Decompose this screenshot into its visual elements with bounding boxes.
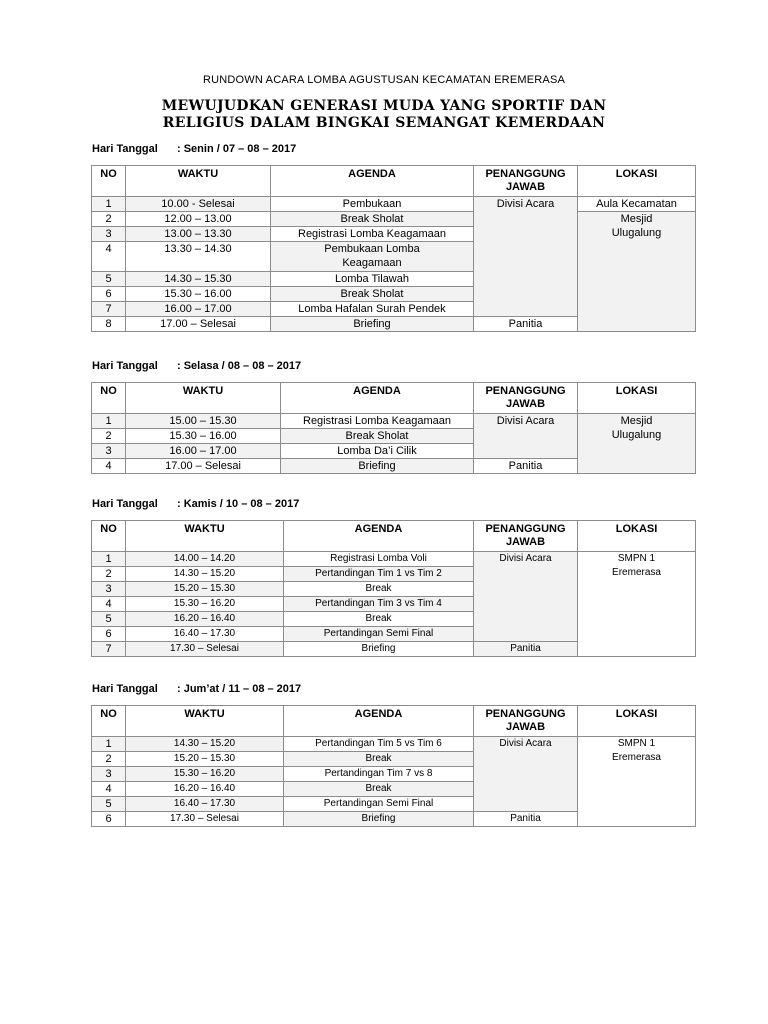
table-row: 4 13.30 – 14.30 Pembukaan Lomba Keagamaan <box>92 242 696 272</box>
schedule-table-day-4 <box>91 705 696 827</box>
table-row: 3 16.00 – 17.00 Lomba Da’i Cilik <box>92 444 696 459</box>
lokasi-cell: SMPN 1 Eremerasa <box>578 552 696 657</box>
table-row: 6 17.30 – Selesai Briefing Panitia <box>92 812 696 827</box>
table-row: 4 16.20 – 16.40 Break <box>92 782 696 797</box>
table-row: 2 15.30 – 16.00 Break Sholat <box>92 429 696 444</box>
day-value: : Senin / 07 – 08 – 2017 <box>177 143 297 155</box>
col-penanggung-jawab: PENANGGUNG JAWAB <box>474 166 578 197</box>
lokasi-cell: Mesjid Ulugalung <box>578 212 696 332</box>
table-row: 1 10.00 - Selesai Pembukaan Divisi Acara Aula Kecamatan <box>92 197 696 212</box>
table-row: 2 15.20 – 15.30 Break <box>92 752 696 767</box>
title-line-1: MEWUJUDKAN GENERASI MUDA YANG SPORTIF DAN <box>161 98 607 114</box>
table-row: 1 14.30 – 15.20 Pertandingan Tim 5 vs Tim 6 Divisi Acara SMPN 1 Eremerasa <box>92 737 696 752</box>
pj-cell: Divisi Acara <box>474 414 578 459</box>
lokasi-cell: Aula Kecamatan <box>578 197 696 212</box>
lokasi-cell: Mesjid Ulugalung <box>578 414 696 474</box>
day-1-label <box>92 143 296 155</box>
pj-cell: Divisi Acara <box>474 197 578 317</box>
schedule-table-day-2 <box>91 382 696 474</box>
day-4-label: Hari Tanggal : Jum’at / 11 – 08 – 2017 <box>92 683 302 695</box>
table-row: 6 16.40 – 17.30 Pertandingan Semi Final <box>92 627 696 642</box>
pj-cell: Panitia <box>474 812 578 827</box>
col-lokasi: LOKASI <box>578 166 696 197</box>
day-2-label: Hari Tanggal : Selasa / 08 – 08 – 2017 <box>92 360 302 372</box>
lokasi-cell: SMPN 1 Eremerasa <box>578 737 696 827</box>
table-row: 2 12.00 – 13.00 Break Sholat Mesjid Ulugalung <box>92 212 696 227</box>
table-row: 1 14.00 – 14.20 Registrasi Lomba Voli Divisi Acara SMPN 1 Eremerasa <box>92 552 696 567</box>
document-heading: RUNDOWN ACARA LOMBA AGUSTUSAN KECAMATAN EREMERASA <box>202 74 566 86</box>
table-row: 3 15.30 – 16.20 Pertandingan Tim 7 vs 8 <box>92 767 696 782</box>
col-no: NO <box>92 166 126 197</box>
table-row: 4 15.30 – 16.20 Pertandingan Tim 3 vs Tim 4 <box>92 597 696 612</box>
table-header-row <box>92 166 696 197</box>
table-row: 2 14.30 – 15.20 Pertandingan Tim 1 vs Tim 2 <box>92 567 696 582</box>
col-agenda: AGENDA <box>271 166 474 197</box>
table-row: 7 17.30 – Selesai Briefing Panitia <box>92 642 696 657</box>
table-header-row: NO WAKTU AGENDA PENANGGUNG JAWAB LOKASI <box>92 706 696 737</box>
table-header-row: NO WAKTU AGENDA PENANGGUNG JAWAB LOKASI <box>92 383 696 414</box>
table-row: 8 17.00 – Selesai Briefing Panitia <box>92 317 696 332</box>
table-row: 3 15.20 – 15.30 Break <box>92 582 696 597</box>
pj-cell: Divisi Acara <box>474 737 578 812</box>
document-title <box>0 98 768 132</box>
title-line-2: RELIGIUS DALAM BINGKAI SEMANGAT KEMERDAAN <box>162 115 606 131</box>
table-row: 6 15.30 – 16.00 Break Sholat <box>92 287 696 302</box>
table-row: 5 14.30 – 15.30 Lomba Tilawah <box>92 272 696 287</box>
col-waktu: WAKTU <box>126 166 271 197</box>
table-row: 5 16.20 – 16.40 Break <box>92 612 696 627</box>
day-label-text: Hari Tanggal <box>92 143 158 155</box>
table-row: 4 17.00 – Selesai Briefing Panitia <box>92 459 696 474</box>
table-row: 3 13.00 – 13.30 Registrasi Lomba Keagamaan <box>92 227 696 242</box>
table-row: 1 15.00 – 15.30 Registrasi Lomba Keagamaan Divisi Acara Mesjid Ulugalung <box>92 414 696 429</box>
table-row: 7 16.00 – 17.00 Lomba Hafalan Surah Pendek <box>92 302 696 317</box>
schedule-table-day-3 <box>91 520 696 657</box>
day-3-label: Hari Tanggal : Kamis / 10 – 08 – 2017 <box>92 498 300 510</box>
table-row: 5 16.40 – 17.30 Pertandingan Semi Final <box>92 797 696 812</box>
pj-cell: Panitia <box>474 317 578 332</box>
pj-cell: Panitia <box>474 459 578 474</box>
table-header-row: NO WAKTU AGENDA PENANGGUNG JAWAB LOKASI <box>92 521 696 552</box>
schedule-table-day-1 <box>91 165 696 332</box>
pj-cell: Panitia <box>474 642 578 657</box>
pj-cell: Divisi Acara <box>474 552 578 642</box>
